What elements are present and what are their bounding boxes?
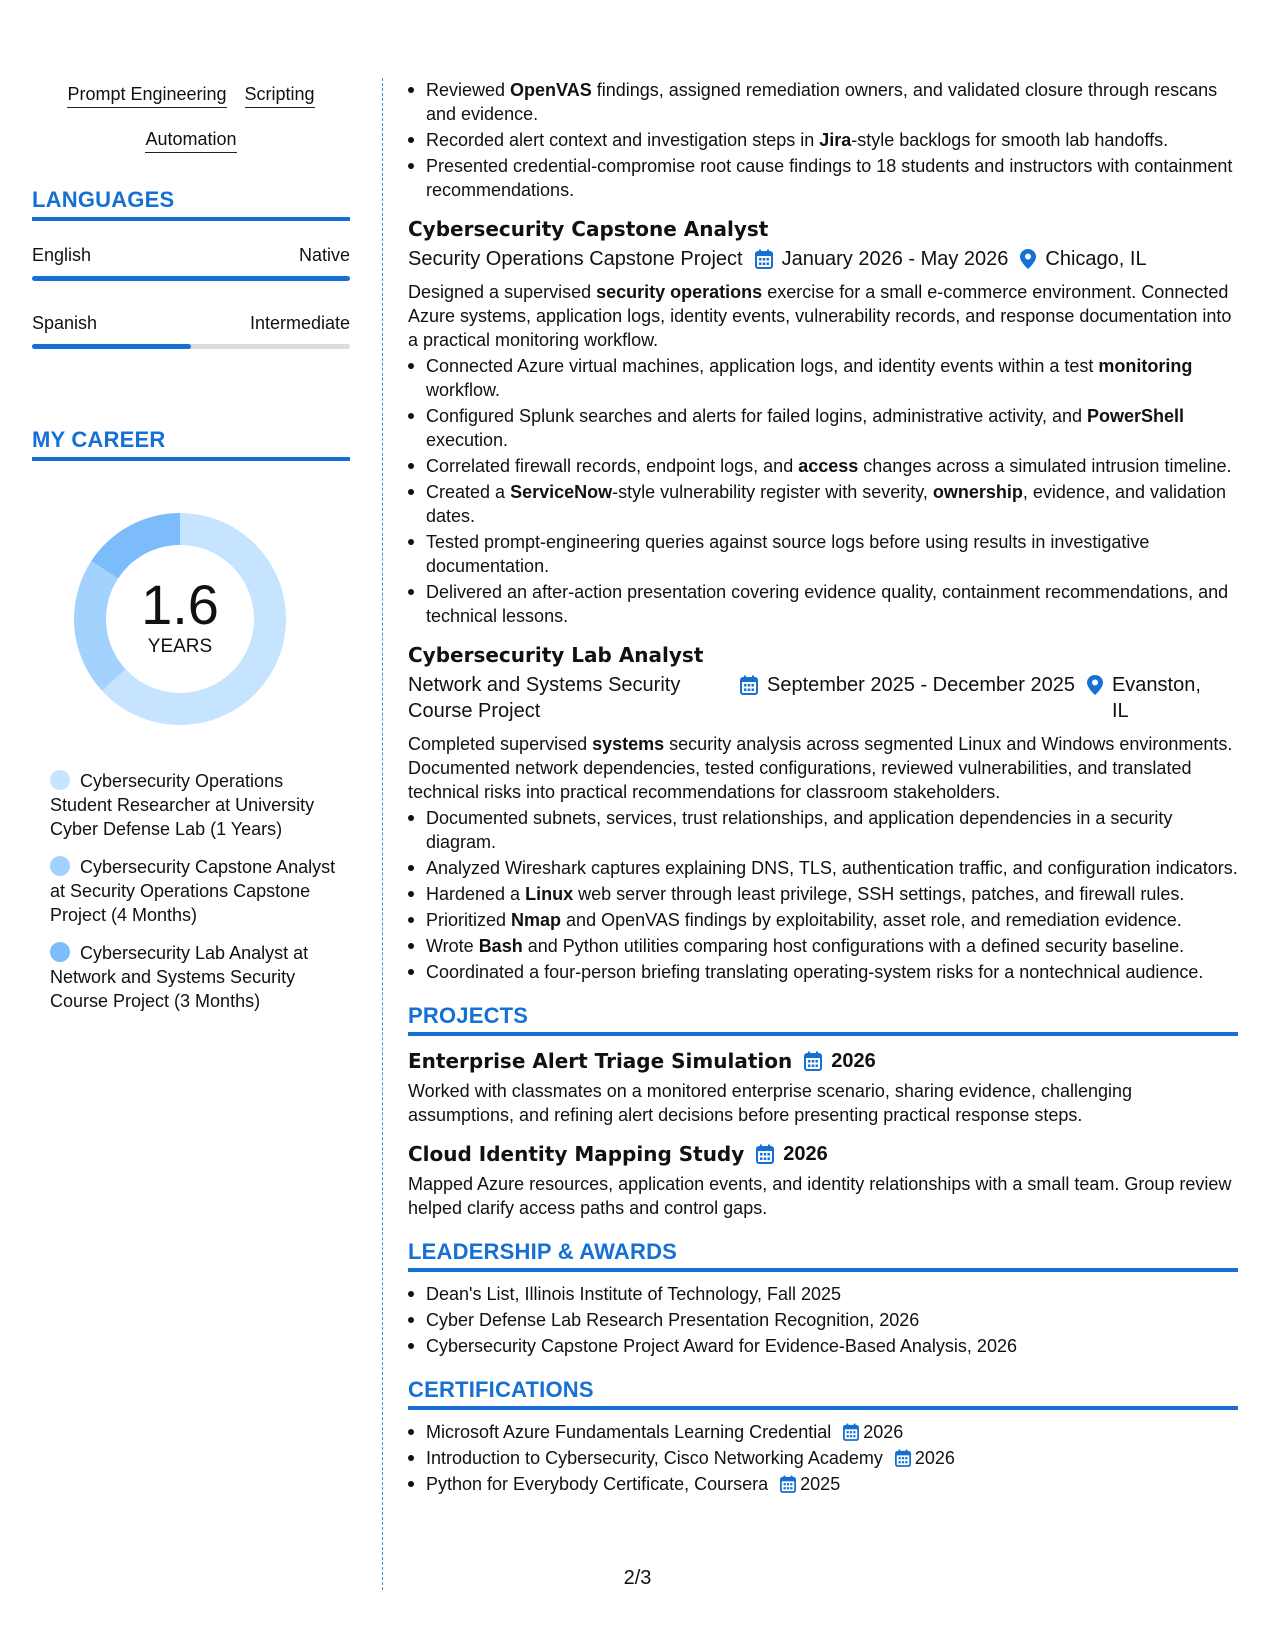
skill-tag: Scripting <box>245 82 315 108</box>
bold-keyword: Linux <box>525 884 574 904</box>
legend-dot <box>50 942 70 962</box>
bold-keyword: ServiceNow <box>510 482 613 502</box>
project-header <box>408 1046 1238 1076</box>
bullet-item: Recorded alert context and investigation steps in Jira-style backlogs for smooth lab handoffs. <box>408 128 1238 152</box>
bold-keyword: Jira <box>819 130 852 150</box>
project-entry <box>408 1139 1238 1220</box>
calendar-icon <box>804 1051 822 1071</box>
legend-label: Cybersecurity Lab Analyst at Network and Systems Security Course Project (3 Months) <box>50 943 309 1011</box>
career-section <box>32 427 350 1013</box>
bullet-item: Correlated firewall records, endpoint logs, and access changes across a simulated intrusion timeline. <box>408 454 1238 478</box>
skill-row <box>32 127 350 153</box>
languages-heading: LANGUAGES <box>32 187 350 221</box>
calendar-icon <box>755 249 773 269</box>
language-name: Spanish <box>32 313 98 333</box>
calendar-icon <box>895 1449 911 1467</box>
skill-tag: Automation <box>145 127 236 153</box>
certification-year: 2026 <box>914 1448 955 1468</box>
bold-keyword: monitoring <box>1098 356 1193 376</box>
column-divider <box>382 78 383 1590</box>
project-year: 2026 <box>831 1050 876 1072</box>
job-bullets <box>408 354 1238 628</box>
job-location-text: Chicago, IL <box>1045 248 1147 270</box>
certification-name: Introduction to Cybersecurity, Cisco Networking Academy <box>426 1448 883 1468</box>
career-heading: MY CAREER <box>32 427 350 461</box>
language-proficiency-bar <box>32 344 350 349</box>
map-pin-icon <box>1020 249 1036 269</box>
bullet-item: Connected Azure virtual machines, application logs, and identity events within a test monitoring workflow. <box>408 354 1238 402</box>
job-organization: Network and Systems Security Course Project <box>408 674 681 722</box>
certification-name: Microsoft Azure Fundamentals Learning Credential <box>426 1422 832 1442</box>
project-header <box>408 1139 1238 1169</box>
job-title: Cybersecurity Lab Analyst <box>408 643 704 667</box>
bullet-item: Presented credential-compromise root cause findings to 18 students and instructors with containment recommendations. <box>408 154 1238 202</box>
job-location <box>1087 672 1207 724</box>
career-legend <box>32 769 350 1013</box>
languages-section <box>32 187 350 349</box>
bullet-item: Delivered an after-action presentation covering evidence quality, containment recommendations, and technical lessons. <box>408 580 1238 628</box>
award-item: Dean's List, Illinois Institute of Technology, Fall 2025 <box>408 1282 1238 1306</box>
certifications-list <box>408 1420 1238 1496</box>
projects-section <box>408 1004 1238 1220</box>
career-total-value: 1.6 <box>141 573 219 636</box>
awards-section <box>408 1240 1238 1358</box>
project-title: Cloud Identity Mapping Study <box>408 1142 745 1166</box>
job-description: Completed supervised systems security analysis across segmented Linux and Windows environments. Documented network dependencies, tested configurations, reviewed vulnerabilities, and translated technical risks into practical recommendations for classroom stakeholders. <box>408 734 1233 802</box>
job-meta <box>408 246 1238 272</box>
legend-label: Cybersecurity Capstone Analyst at Security Operations Capstone Project (4 Months) <box>50 857 336 925</box>
bullet-item: Documented subnets, services, trust relationships, and application dependencies in a security diagram. <box>408 806 1238 854</box>
certification-item <box>408 1472 1238 1496</box>
certification-year: 2025 <box>800 1474 841 1494</box>
bullet-item: Tested prompt-engineering queries against source logs before using results in investigative documentation. <box>408 530 1238 578</box>
certification-item <box>408 1420 1238 1444</box>
project-year: 2026 <box>783 1143 828 1165</box>
bold-keyword: security operations <box>596 282 763 302</box>
project-description: Worked with classmates on a monitored enterprise scenario, sharing evidence, challenging assumptions, and refining alert decisions before presenting practical response steps. <box>408 1081 1133 1125</box>
calendar-icon <box>843 1423 859 1441</box>
job-organization: Security Operations Capstone Project <box>408 248 743 270</box>
career-legend-item <box>50 941 340 1013</box>
language-name: English <box>32 245 92 265</box>
page-number: 2/3 <box>623 1567 652 1589</box>
skill-row <box>32 82 350 108</box>
language-level: Intermediate <box>249 313 350 333</box>
job-dates-text: January 2026 - May 2026 <box>781 248 1009 270</box>
job-entry <box>408 214 1238 628</box>
legend-dot <box>50 770 70 790</box>
bold-keyword: access <box>798 456 859 476</box>
projects-heading: PROJECTS <box>408 1004 1238 1036</box>
awards-list <box>408 1282 1238 1358</box>
job-dates <box>755 246 1009 272</box>
bold-keyword: systems <box>592 734 665 754</box>
certification-year: 2026 <box>863 1422 904 1442</box>
award-item: Cybersecurity Capstone Project Award for Evidence-Based Analysis, 2026 <box>408 1334 1238 1358</box>
skills-list <box>32 82 350 153</box>
bold-keyword: Nmap <box>511 910 562 930</box>
language-proficiency-bar <box>32 276 350 281</box>
map-pin-icon <box>1087 675 1103 695</box>
project-title: Enterprise Alert Triage Simulation <box>408 1049 793 1073</box>
job-title: Cybersecurity Capstone Analyst <box>408 217 769 241</box>
bullet-item: Analyzed Wireshark captures explaining DNS, TLS, authentication traffic, and configuration indicators. <box>408 856 1238 880</box>
awards-heading: LEADERSHIP & AWARDS <box>408 1240 1238 1272</box>
job-dates-text: September 2025 - December 2025 <box>767 674 1075 696</box>
certifications-section <box>408 1378 1238 1496</box>
bullet-item: Hardened a Linux web server through least privilege, SSH settings, patches, and firewall rules. <box>408 882 1238 906</box>
job-location <box>1020 246 1146 272</box>
project-entry <box>408 1046 1238 1127</box>
certification-name: Python for Everybody Certificate, Coursera <box>426 1474 769 1494</box>
calendar-icon <box>740 675 758 695</box>
career-donut-chart <box>64 503 296 735</box>
bullet-item: Created a ServiceNow-style vulnerability register with severity, ownership, evidence, and validation dates. <box>408 480 1238 528</box>
legend-label: Cybersecurity Operations Student Researcher at University Cyber Defense Lab (1 Years) <box>50 771 315 839</box>
bullet-item: Reviewed OpenVAS findings, assigned remediation owners, and validated closure through rescans and evidence. <box>408 78 1238 126</box>
certifications-heading: CERTIFICATIONS <box>408 1378 1238 1410</box>
job-bullets <box>408 806 1238 984</box>
job-dates <box>740 672 1075 698</box>
main-content <box>408 78 1238 1498</box>
bullet-item: Configured Splunk searches and alerts for failed logins, administrative activity, and PowerShell execution. <box>408 404 1238 452</box>
sidebar <box>32 82 350 1027</box>
certification-item <box>408 1446 1238 1470</box>
award-item: Cyber Defense Lab Research Presentation Recognition, 2026 <box>408 1308 1238 1332</box>
donut-segment <box>91 513 180 579</box>
language-item <box>32 243 350 281</box>
bold-keyword: PowerShell <box>1087 406 1185 426</box>
career-legend-item <box>50 855 340 927</box>
bullet-item: Prioritized Nmap and OpenVAS findings by exploitability, asset role, and remediation evidence. <box>408 908 1238 932</box>
job-location-text: Evanston, IL <box>1111 674 1201 722</box>
language-proficiency-fill <box>32 276 350 281</box>
skill-tag: Prompt Engineering <box>67 82 226 108</box>
donut-center <box>64 575 296 659</box>
bold-keyword: Bash <box>478 936 523 956</box>
language-item <box>32 311 350 349</box>
project-description: Mapped Azure resources, application events, and identity relationships with a small team. Group review helped clarify access paths and control gaps. <box>408 1174 1232 1218</box>
bullet-item: Coordinated a four-person briefing translating operating-system risks for a nontechnical audience. <box>408 960 1238 984</box>
legend-dot <box>50 856 70 876</box>
career-legend-item <box>50 769 340 841</box>
job-description: Designed a supervised security operations exercise for a small e-commerce environment. Connected Azure systems, application logs, identity events, vulnerability records, and response documentation into a practical monitoring workflow. <box>408 282 1232 350</box>
language-level: Native <box>298 245 350 265</box>
calendar-icon <box>780 1475 796 1493</box>
bold-keyword: ownership <box>932 482 1023 502</box>
experience-continued-bullets <box>408 78 1238 202</box>
bullet-item: Wrote Bash and Python utilities comparing host configurations with a defined security baseline. <box>408 934 1238 958</box>
calendar-icon <box>756 1144 774 1164</box>
career-total-unit: YEARS <box>147 636 213 657</box>
bold-keyword: OpenVAS <box>510 80 592 100</box>
job-entry <box>408 640 1238 984</box>
language-proficiency-fill <box>32 344 191 349</box>
job-meta <box>408 672 1238 724</box>
